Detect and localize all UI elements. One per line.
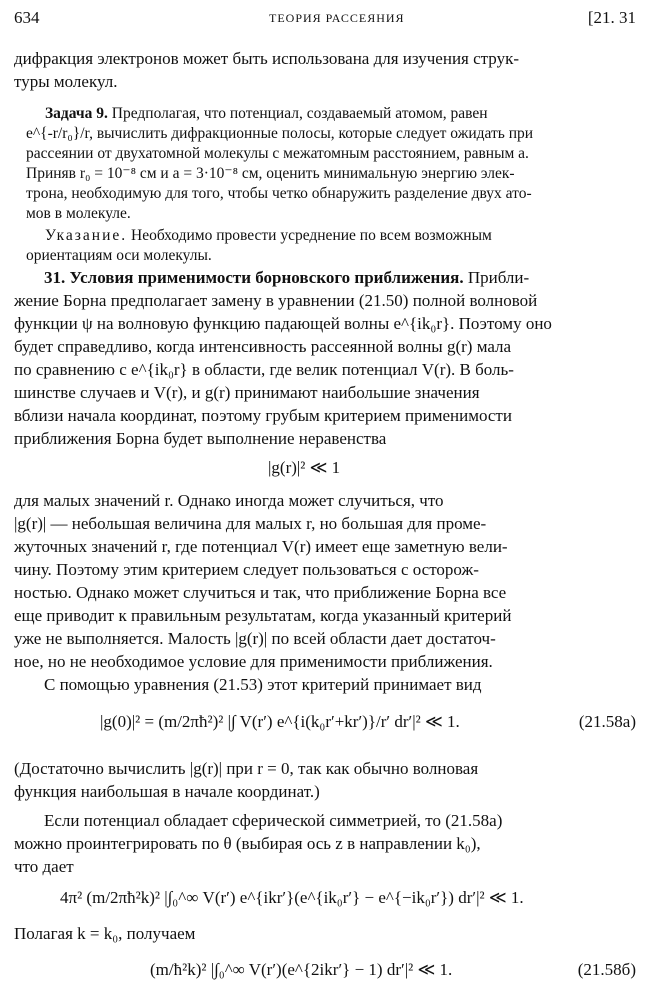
equation-criterion: |g(r)|² ≪ 1 [268,458,341,477]
text-line: функция наибольшая в начале координат.) [14,782,320,801]
text-line: шинстве случаев и V(r), и g(r) принимают наибольшие значения [14,383,480,402]
text-line: уже не выполняется. Малость |g(r)| по всей области дает достаточ- [14,629,496,648]
text-line: вблизи начала координат, поэтому грубым критерием применимости [14,406,512,425]
hint-label: Указание. [45,227,128,244]
text-line: ностью. Однако может случиться и так, что приближение Борна все [14,583,507,602]
text-line: Полагая k = k₀, получаем [14,924,196,943]
problem-line: Приняв r₀ = 10⁻⁸ см и a = 3·10⁻⁸ см, оценить минимальную энергию элек- [26,165,515,182]
page-header [14,8,636,30]
problem-line: мов в молекуле. [26,205,131,222]
text-line: жуточных значений r, где потенциал V(r) имеет еще заметную вели- [14,537,508,556]
problem-line: e^{-r/r₀}/r, вычислить дифракционные полосы, которые следует ожидать при [26,125,534,142]
equation-number: (21.58a) [578,712,636,731]
page-number: 634 [14,8,40,27]
text-line: ное, но не необходимое условие для применимости приближения. [14,652,493,671]
equation-number: (21.58б) [577,960,636,979]
section-heading: 31. Условия применимости борновского приближения. [44,268,464,287]
text-line: по сравнению с e^{ik₀r} в области, где велик потенциал V(r). В боль- [14,360,514,379]
text-line: С помощью уравнения (21.53) этот критерий принимает вид [44,675,482,694]
text-line: приближения Борна будет выполнение неравенства [14,429,387,448]
hint-line: Указание. Необходимо провести усреднение по всем возможным [45,227,492,244]
problem-label: Задача 9. [45,105,108,122]
intro-line: туры молекул. [14,72,118,91]
text-line: чину. Поэтому этим критерием следует пользоваться с осторож- [14,560,479,579]
hint-line: ориентациям оси молекулы. [26,247,212,264]
problem-line: Задача 9. Предполагая, что потенциал, создаваемый атомом, равен [45,105,488,122]
equation-21-58b: (m/ħ²k)² |∫₀^∞ V(r′)(e^{2ikr′} − 1) dr′|² ≪ 1. [150,960,453,979]
text-line: для малых значений r. Однако иногда может случиться, что [14,491,444,510]
problem-line: рассеянии от двухатомной молекулы с межатомным расстоянием, равным a. [26,145,529,162]
running-title: ТЕОРИЯ РАССЕЯНИЯ [269,11,405,25]
text-line: Если потенциал обладает сферической симметрией, то (21.58a) [44,811,503,830]
text-line: что дает [14,857,74,876]
text-line: (Достаточно вычислить |g(r)| при r = 0, так как обычно волновая [14,759,479,778]
text-line: еще приводит к правильным результатам, когда указанный критерий [14,606,512,625]
equation-spherical: 4π² (m/2πħ²k)² |∫₀^∞ V(r′) e^{ikr′}(e^{ik₀r′} − e^{−ik₀r′}) dr′|² ≪ 1. [60,888,524,907]
text-line: функции ψ на волновую функцию падающей волны e^{ik₀r}. Поэтому оно [14,314,552,333]
intro-line: дифракция электронов может быть использована для изучения струк- [14,49,519,68]
text-line: |g(r)| — небольшая величина для малых r, но большая для проме- [14,514,487,533]
text-line: можно проинтегрировать по θ (выбирая ось z в направлении k₀), [14,834,481,853]
section-number: [21. 31 [587,8,636,27]
text-line: жение Борна предполагает замену в уравнении (21.50) полной волновой [14,291,538,310]
equation-21-58a: |g(0)|² = (m/2πħ²)² |∫ V(r′) e^{i(k₀r′+kr′)}/r′ dr′|² ≪ 1. [100,712,460,731]
problem-line: трона, необходимую для того, чтобы четко обнаружить разделение двух ато- [26,185,532,202]
section-heading-line: 31. Условия применимости борновского приближения. Прибли- [44,268,530,287]
text-line: будет справедливо, когда интенсивность рассеянной волны g(r) мала [14,337,512,356]
